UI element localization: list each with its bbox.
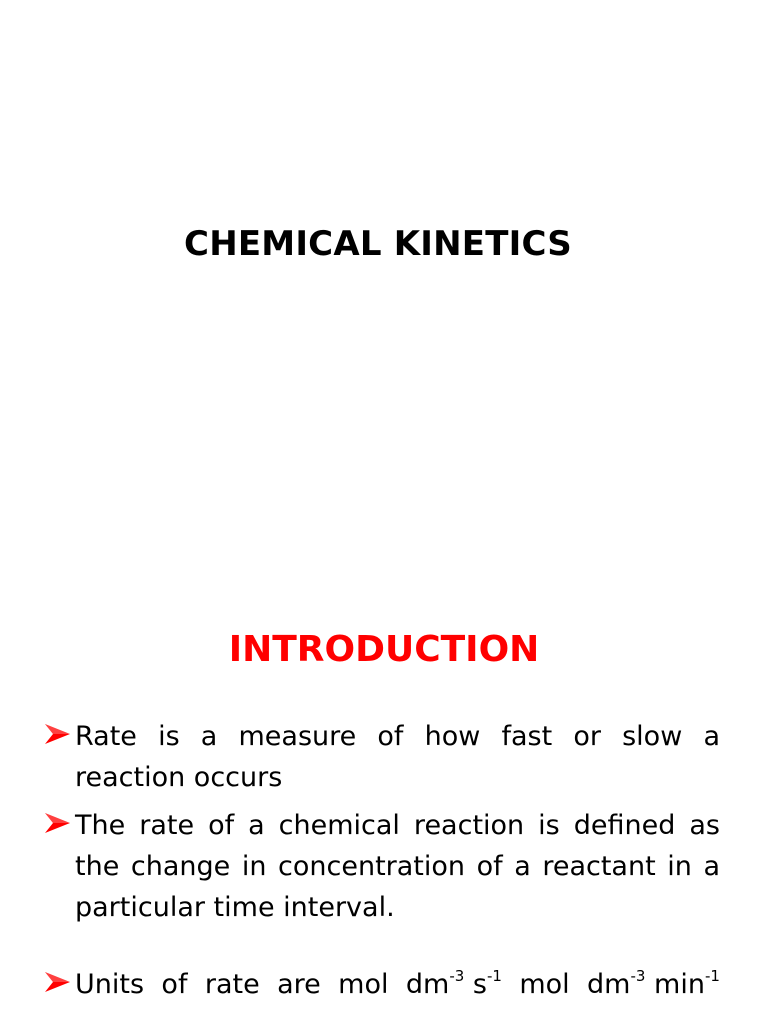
bullet-item-rate-measure — [44, 716, 720, 798]
units-word: mol — [338, 969, 389, 1000]
unit-mol: mol — [519, 969, 570, 1000]
bullet-text: The rate of a chemical reaction is defined as the change in concentration of a reactant in a particular time interval. — [75, 810, 720, 923]
bullet-item-rate-definition — [44, 805, 720, 928]
section-heading: INTRODUCTION — [228, 629, 540, 670]
bullet-text: Rate is a measure of how fast or slow a reaction occurs — [75, 721, 720, 793]
arrow-bullet-icon — [44, 722, 71, 746]
unit-dm: $dm^{-3}$ $\min^{-1}$ — [587, 967, 720, 1000]
units-word: Units — [75, 969, 145, 1000]
units-word: of — [161, 969, 188, 1000]
units-word: rate — [204, 969, 260, 1000]
units-line — [75, 964, 720, 1005]
arrow-bullet-icon — [44, 811, 71, 835]
bullet-item-units — [44, 964, 720, 1005]
arrow-bullet-icon — [44, 970, 71, 994]
bullet-list — [44, 716, 720, 1005]
slide-title: CHEMICAL KINETICS — [184, 224, 572, 264]
unit-dm: $dm^{-3}$ $s^{-1}$ — [405, 967, 502, 1000]
units-word: are — [277, 969, 321, 1000]
